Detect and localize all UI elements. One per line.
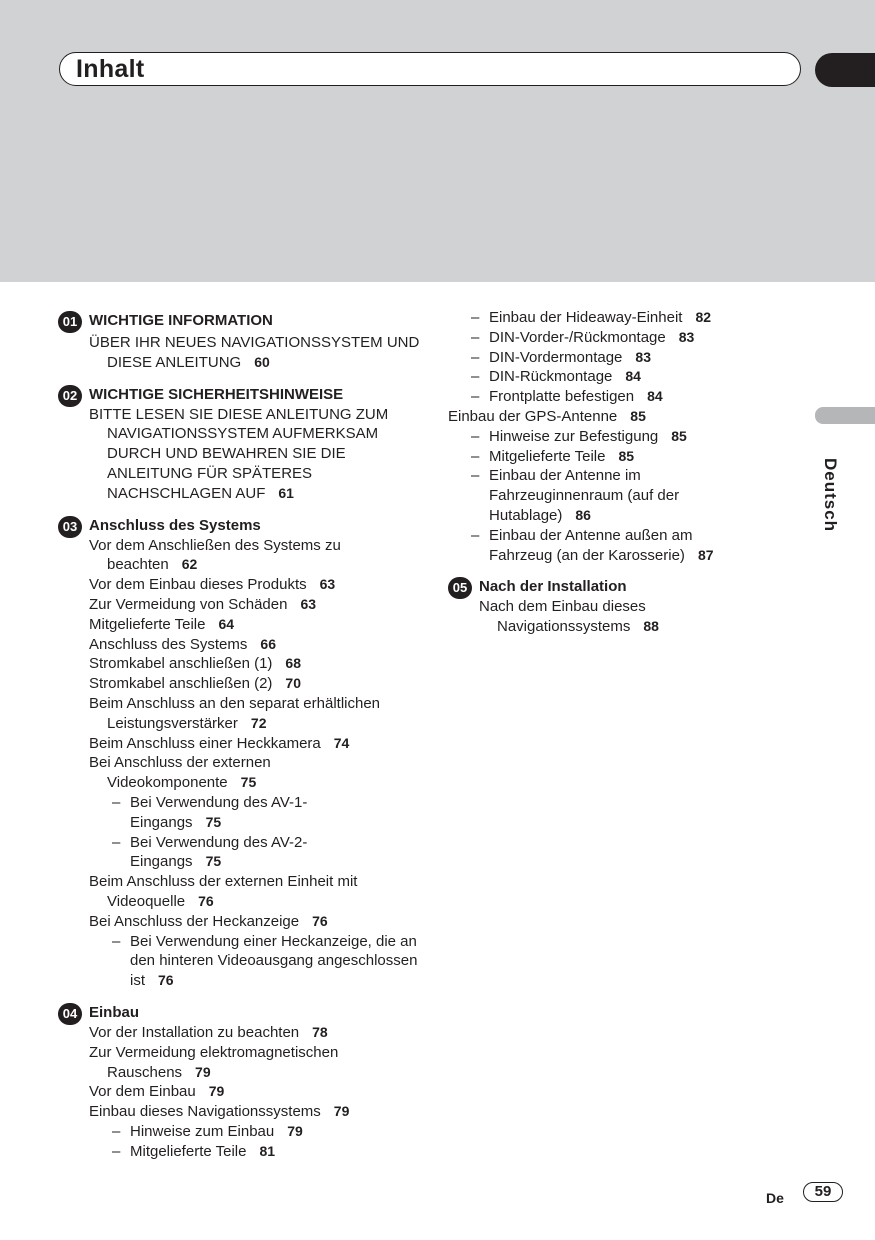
entry-text: Zur Vermeidung von Schäden [89, 595, 288, 613]
toc-subentry[interactable] [58, 932, 428, 991]
toc-subentry[interactable] [417, 526, 808, 566]
page-number: 62 [181, 556, 198, 573]
toc-left-column [58, 311, 428, 1173]
dash-marker: – [471, 368, 480, 386]
toc-subentry[interactable] [417, 447, 808, 467]
page-number: 79 [195, 1063, 211, 1080]
page-number: 75 [205, 813, 222, 830]
page-number: 61 [278, 484, 294, 501]
section-heading[interactable] [58, 311, 428, 331]
page-number: 83 [635, 348, 651, 365]
title-bar [59, 52, 801, 86]
page-number: 84 [625, 368, 641, 385]
entry-text: Vor dem Einbau [89, 1083, 196, 1101]
entry-text: Einbau der Hideaway-Einheit [489, 309, 683, 326]
page-number: 64 [218, 615, 235, 632]
page-number: 85 [671, 427, 687, 444]
entry-text: Nach dem Einbau dieses Navigationssystems [479, 598, 646, 636]
section-heading[interactable] [58, 516, 428, 536]
dash-marker: – [112, 793, 121, 811]
entry-text: DIN-Vorder-/Rückmontage [489, 328, 666, 346]
toc-entry[interactable] [58, 1023, 428, 1043]
entry-text: Einbau der Antenne im Fahrzeuginnenraum (auf der Hutablage) [489, 467, 680, 524]
entry-text: Vor der Installation zu beachten [89, 1023, 300, 1041]
entry-text: ÜBER IHR NEUES NAVIGATIONSSYSTEM UND DIESE ANLEITUNG [89, 334, 420, 371]
dash-marker: – [112, 1142, 121, 1160]
toc-entry[interactable] [58, 575, 428, 595]
toc-subentry[interactable] [417, 427, 808, 447]
section-number-badge: 01 [58, 311, 82, 333]
section-number-badge: 02 [58, 385, 82, 407]
toc-entry[interactable] [58, 405, 428, 504]
page-number: 86 [575, 506, 591, 523]
language-label: Deutsch [821, 458, 840, 533]
page-number: 75 [205, 853, 222, 870]
entry-text: Einbau der Antenne außen am Fahrzeug (an der Karosserie) [489, 526, 693, 564]
toc-section-01 [58, 311, 428, 373]
entry-text: DIN-Vordermontage [489, 348, 623, 366]
dash-marker: – [112, 1122, 121, 1140]
entry-text: Vor dem Anschließen des Systems zu beachten [89, 536, 341, 574]
dash-marker: – [471, 427, 480, 445]
section-heading[interactable] [58, 1003, 428, 1023]
entry-text: Stromkabel anschließen (1) [89, 655, 273, 673]
page-number: 60 [254, 353, 270, 370]
entry-text: Hinweise zum Einbau [130, 1122, 275, 1140]
entry-text: BITTE LESEN SIE DIESE ANLEITUNG ZUM NAVIGATIONSSYSTEM AUFMERKSAM DURCH UND BEWAHREN SIE DIE ANLEITUNG FÜR SPÄTERES NACHSCHLAGEN AUF [89, 405, 389, 502]
dash-marker: – [471, 388, 480, 406]
page-number: 63 [300, 595, 317, 612]
toc-entry[interactable] [417, 407, 808, 427]
section-title: Nach der Installation [479, 578, 627, 596]
dash-marker: – [471, 309, 480, 326]
toc-subentry[interactable] [58, 1122, 428, 1142]
language-tab-marker [815, 407, 875, 424]
toc-entry[interactable] [58, 674, 428, 694]
toc-entry[interactable] [58, 1043, 428, 1083]
page-number: 63 [319, 576, 336, 593]
page-number: 85 [618, 447, 635, 464]
entry-text: Mitgelieferte Teile [89, 615, 206, 633]
entry-text: Hinweise zur Befestigung [489, 427, 659, 445]
toc-entry[interactable] [58, 1102, 428, 1122]
header-band [0, 0, 875, 282]
title-tab [815, 53, 875, 87]
entry-text: Anschluss des Systems [89, 635, 248, 653]
entry-text: Beim Anschluss einer Heckkamera [89, 734, 321, 752]
entry-text: Bei Verwendung des AV-1-Eingangs [130, 793, 308, 831]
page-number: 76 [312, 912, 328, 929]
page-number: 85 [630, 407, 646, 424]
entry-text: Beim Anschluss an den separat erhältlichen Leistungsverstärker [89, 694, 381, 732]
toc-entry[interactable] [448, 597, 808, 637]
toc-subentry[interactable] [417, 466, 808, 525]
toc-right-column [448, 308, 808, 649]
entry-text: Mitgelieferte Teile [489, 447, 606, 465]
entry-text: Frontplatte befestigen [489, 388, 635, 406]
section-number-badge: 04 [58, 1003, 82, 1025]
page-number: 68 [285, 655, 301, 672]
dash-marker: – [471, 328, 480, 346]
toc-subentry[interactable] [417, 367, 808, 387]
toc-subentry[interactable] [58, 833, 428, 873]
dash-marker: – [471, 526, 480, 544]
toc-entry[interactable] [58, 654, 428, 674]
toc-subentry[interactable] [58, 793, 428, 833]
dash-marker: – [471, 348, 480, 366]
page-number: 76 [158, 972, 174, 989]
entry-text: Zur Vermeidung elektromagnetischen Rauschens [89, 1043, 339, 1081]
entry-text: Stromkabel anschließen (2) [89, 675, 273, 693]
toc-entry[interactable] [58, 615, 428, 635]
toc-entry[interactable] [58, 694, 428, 734]
page-number: 75 [240, 774, 257, 791]
toc-subentry[interactable] [417, 387, 808, 407]
page-number: 79 [287, 1122, 303, 1139]
toc-section-02 [58, 385, 428, 504]
toc-entry[interactable] [58, 753, 428, 793]
page-number: 81 [259, 1142, 276, 1159]
entry-text: Mitgelieferte Teile [130, 1142, 247, 1160]
dash-marker: – [112, 833, 121, 851]
section-title: WICHTIGE INFORMATION [89, 312, 273, 329]
toc-subentry[interactable] [417, 308, 808, 328]
toc-entry[interactable] [58, 912, 428, 932]
section-heading[interactable] [448, 577, 808, 597]
page-number: 76 [198, 892, 214, 909]
entry-text: DIN-Rückmontage [489, 368, 613, 386]
page-number: 88 [643, 618, 659, 635]
entry-text: Bei Verwendung des AV-2-Eingangs [130, 833, 308, 871]
entry-text: Einbau dieses Navigationssystems [89, 1103, 321, 1121]
toc-subentry[interactable] [417, 328, 808, 348]
section-title: Anschluss des Systems [89, 516, 261, 534]
page-number: 84 [647, 388, 663, 405]
toc-entry[interactable] [58, 872, 428, 912]
page-title: Inhalt [76, 55, 145, 83]
toc-subentry[interactable] [58, 1142, 428, 1162]
page-number: 79 [208, 1083, 225, 1100]
toc-section-03 [58, 516, 428, 991]
entry-text: Vor dem Einbau dieses Produkts [89, 576, 307, 594]
toc-entry[interactable] [58, 734, 428, 754]
dash-marker: – [112, 932, 121, 950]
section-title: Einbau [89, 1003, 140, 1021]
entry-text: Beim Anschluss der externen Einheit mit Videoquelle [89, 873, 358, 910]
entry-text: Bei Anschluss der Heckanzeige [89, 912, 300, 930]
page-number: 66 [260, 635, 276, 652]
toc-entry[interactable] [58, 595, 428, 615]
footer-language-code: De [766, 1190, 784, 1206]
page-number: 70 [285, 675, 301, 692]
footer-page-number: 59 [803, 1182, 843, 1202]
page-number: 83 [678, 328, 695, 345]
page-number: 74 [333, 734, 350, 751]
page-number: 78 [312, 1023, 328, 1040]
section-number-badge: 05 [448, 577, 472, 599]
entry-text: Einbau der GPS-Antenne [448, 407, 618, 425]
toc-section-04 [58, 1003, 428, 1162]
entry-text: Bei Anschluss der externen Videokomponente [89, 754, 271, 792]
entry-text: Bei Verwendung einer Heckanzeige, die an den hinteren Videoausgang angeschlossen ist [130, 932, 418, 990]
dash-marker: – [471, 467, 480, 485]
toc-entry[interactable] [58, 635, 428, 655]
dash-marker: – [471, 447, 480, 465]
toc-entry[interactable] [58, 1082, 428, 1102]
toc-subentry[interactable] [417, 348, 808, 368]
page-number: 87 [697, 546, 714, 563]
section-number-badge: 03 [58, 516, 82, 538]
toc-entry[interactable] [58, 333, 428, 373]
page-number: 79 [333, 1103, 350, 1120]
toc-section-05 [448, 577, 808, 637]
page-number: 82 [695, 309, 712, 325]
section-title: WICHTIGE SICHERHEITSHINWEISE [89, 385, 344, 403]
page-number: 72 [250, 714, 267, 731]
toc-entry[interactable] [58, 536, 428, 576]
section-heading[interactable] [58, 385, 428, 405]
